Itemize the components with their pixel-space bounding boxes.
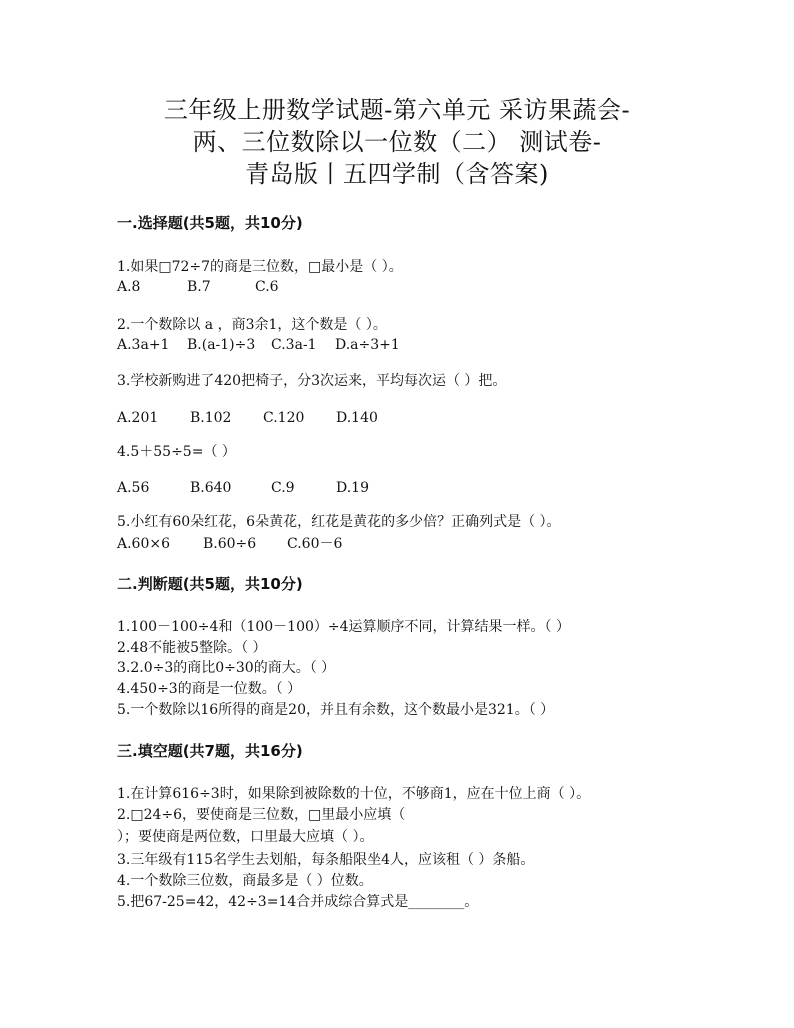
fill-item-5: 5.把67-25=42，42÷3=14合并成综合算式是________。 bbox=[117, 894, 479, 910]
option-b: B.60÷6 bbox=[203, 536, 257, 552]
title-line-3: 青岛版丨五四学制（含答案) bbox=[245, 160, 549, 188]
section-3-heading: 三.填空题(共7题，共16分) bbox=[117, 742, 303, 760]
section-2-heading: 二.判断题(共5题，共10分) bbox=[117, 575, 303, 593]
mc-question-1: 1.如果□72÷7的商是三位数，□最小是（ ）。 bbox=[117, 259, 403, 275]
option-d: D.140 bbox=[336, 410, 378, 426]
option-b: B.102 bbox=[190, 410, 232, 426]
option-d: D.19 bbox=[336, 480, 369, 496]
judge-item-3: 3.2.0÷3的商比0÷30的商大。（ ） bbox=[117, 660, 336, 676]
mc-question-4: 4.5＋55÷5=（ ） bbox=[117, 444, 236, 460]
fill-item-2-continued: ）；要使商是两位数，口里最大应填（ ）。 bbox=[117, 829, 374, 845]
option-d: D.a÷3+1 bbox=[335, 337, 400, 353]
option-c: C.3a-1 bbox=[271, 337, 317, 353]
option-a: A.60×6 bbox=[117, 536, 171, 552]
option-c: C.9 bbox=[271, 480, 295, 496]
title-line-2: 两、三位数除以一位数（二） 测试卷- bbox=[192, 128, 602, 156]
fill-item-3: 3.三年级有115名学生去划船，每条船限坐4人，应该租（ ）条船。 bbox=[117, 852, 535, 868]
option-c: C.60－6 bbox=[287, 536, 343, 552]
option-b: B.(a-1)÷3 bbox=[187, 337, 256, 353]
document-title bbox=[0, 94, 794, 190]
mc-question-3: 3.学校新购进了420把椅子，分3次运来，平均每次运（ ）把。 bbox=[117, 373, 507, 389]
judge-item-1: 1.100－100÷4和（100－100）÷4运算顺序不同，计算结果一样。（ ） bbox=[117, 619, 570, 635]
fill-item-2: 2.□24÷6，要使商是三位数，□里最小应填（ bbox=[117, 807, 406, 823]
option-a: A.8 bbox=[117, 279, 141, 295]
judge-item-2: 2.48不能被5整除。（ ） bbox=[117, 640, 267, 656]
judge-item-5: 5.一个数除以16所得的商是20，并且有余数，这个数最小是321。（ ） bbox=[117, 702, 555, 718]
option-a: A.201 bbox=[117, 410, 159, 426]
mc-question-5: 5.小红有60朵红花，6朵黄花，红花是黄花的多少倍？正确列式是（ ）。 bbox=[117, 514, 561, 530]
judge-item-4: 4.450÷3的商是一位数。（ ） bbox=[117, 681, 302, 697]
option-c: C.6 bbox=[255, 279, 279, 295]
mc-question-2: 2.一个数除以 a ，商3余1，这个数是（ ）。 bbox=[117, 317, 387, 333]
option-b: B.640 bbox=[190, 480, 232, 496]
option-a: A.56 bbox=[117, 480, 150, 496]
option-a: A.3a+1 bbox=[117, 337, 170, 353]
fill-item-1: 1.在计算616÷3时，如果除到被除数的十位，不够商1，应在十位上商（ ）。 bbox=[117, 786, 591, 802]
option-b: B.7 bbox=[187, 279, 211, 295]
option-c: C.120 bbox=[263, 410, 305, 426]
fill-item-4: 4.一个数除三位数，商最多是（ ）位数。 bbox=[117, 873, 373, 889]
title-line-1: 三年级上册数学试题-第六单元 采访果蔬会- bbox=[163, 96, 631, 124]
section-1-heading: 一.选择题(共5题，共10分) bbox=[117, 214, 303, 232]
